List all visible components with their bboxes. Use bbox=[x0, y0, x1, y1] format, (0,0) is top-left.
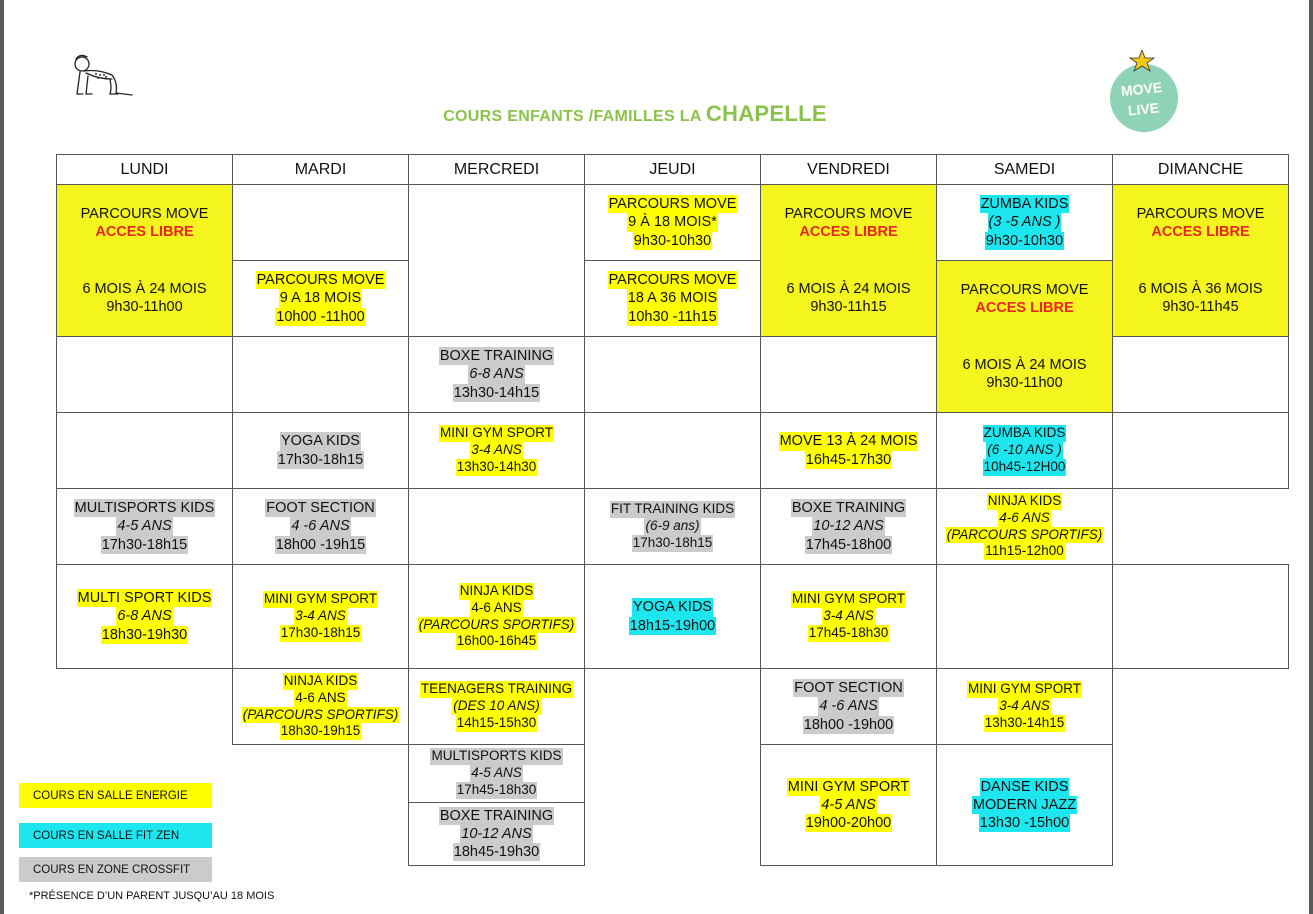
day-header-jeudi: JEUDI bbox=[584, 154, 761, 185]
session-line: 17h30-18h15 bbox=[280, 624, 361, 640]
day-header-samedi: SAMEDI bbox=[936, 154, 1113, 185]
session-line: TEENAGERS TRAINING bbox=[420, 681, 573, 697]
session-line: 4-6 ANS bbox=[471, 599, 522, 615]
session-line: 6 MOIS À 24 MOIS bbox=[786, 280, 911, 297]
session-cell-dimanche bbox=[1112, 260, 1289, 337]
session-line: 9h30-11h45 bbox=[1162, 299, 1239, 315]
session-line: 4-5 ANS bbox=[117, 518, 172, 535]
session-line: 18h00 -19h15 bbox=[275, 536, 366, 553]
session-line: MOVE 13 À 24 MOIS bbox=[779, 433, 918, 450]
session-line: 3-4 ANS bbox=[823, 608, 874, 624]
session-cell-samedi bbox=[936, 668, 1113, 745]
page-edge-right bbox=[1309, 0, 1313, 914]
session-line: 18 A 36 MOIS bbox=[627, 290, 718, 307]
session-line: ZUMBA KIDS bbox=[980, 196, 1069, 213]
session-line: 17h45-18h30 bbox=[808, 624, 889, 640]
session-line: 3-4 ANS bbox=[295, 608, 346, 624]
session-cell-lundi bbox=[56, 564, 233, 669]
crawling-child-logo bbox=[66, 52, 136, 108]
session-line: 17h30-18h15 bbox=[632, 534, 713, 550]
session-cell-jeudi bbox=[584, 488, 761, 565]
session-line: MULTISPORTS KIDS bbox=[74, 500, 215, 517]
session-line: 17h45-18h00 bbox=[805, 536, 892, 553]
session-line: 6-8 ANS bbox=[117, 608, 172, 625]
session-line: MINI GYM SPORT bbox=[263, 591, 377, 607]
session-cell-mercredi bbox=[408, 744, 585, 803]
session-line: 9h30-11h00 bbox=[106, 299, 183, 315]
session-cell-vendredi bbox=[760, 488, 937, 565]
empty-cell bbox=[56, 412, 233, 489]
empty-cell bbox=[1112, 336, 1289, 413]
day-header-dimanche: DIMANCHE bbox=[1112, 154, 1289, 185]
logo-live-text: LIVE bbox=[1127, 99, 1160, 119]
session-line: 13h30-14h15 bbox=[453, 384, 540, 401]
session-line: (6 -10 ANS ) bbox=[987, 442, 1062, 458]
session-line: BOXE TRAINING bbox=[439, 807, 554, 824]
session-line: 11h15-12h00 bbox=[985, 543, 1064, 559]
session-cell-lundi bbox=[56, 184, 233, 261]
session-line: PARCOURS MOVE bbox=[80, 205, 209, 222]
session-cell-mardi bbox=[232, 668, 409, 745]
session-line: 3-4 ANS bbox=[999, 698, 1050, 714]
session-line: 4-6 ANS bbox=[295, 689, 346, 705]
empty-cell bbox=[1112, 564, 1289, 669]
session-line: 9h30-11h00 bbox=[986, 375, 1063, 391]
session-cell-lundi bbox=[56, 488, 233, 565]
session-line: 4-5 ANS bbox=[471, 765, 522, 781]
session-cell-samedi bbox=[936, 336, 1113, 413]
session-line: 10-12 ANS bbox=[813, 518, 884, 535]
session-cell-mardi bbox=[232, 412, 409, 489]
empty-cell bbox=[936, 564, 1113, 669]
session-line: MINI GYM SPORT bbox=[787, 778, 910, 795]
session-line: 9h30-10h30 bbox=[985, 232, 1064, 249]
session-line: NINJA KIDS bbox=[987, 492, 1062, 508]
session-line: YOGA KIDS bbox=[633, 599, 712, 616]
session-line: 18h30-19h15 bbox=[280, 723, 361, 739]
session-line: 13h30 -15h00 bbox=[979, 815, 1070, 832]
empty-cell bbox=[232, 336, 409, 413]
session-line: 16h45-17h30 bbox=[805, 451, 892, 468]
session-line: 18h30-19h30 bbox=[101, 626, 188, 643]
session-cell-mercredi bbox=[408, 336, 585, 413]
legend-item: COURS EN SALLE FIT ZEN bbox=[19, 823, 212, 848]
session-line: 10h30 -11h15 bbox=[628, 308, 717, 325]
session-line: NINJA KIDS bbox=[283, 672, 358, 688]
day-header-mardi: MARDI bbox=[232, 154, 409, 185]
session-line: 10-12 ANS bbox=[461, 825, 532, 842]
session-line: ACCES LIBRE bbox=[975, 300, 1074, 316]
session-cell-lundi bbox=[56, 260, 233, 337]
session-line: PARCOURS MOVE bbox=[608, 272, 737, 289]
empty-cell bbox=[584, 412, 761, 489]
session-line: (PARCOURS SPORTIFS) bbox=[946, 526, 1103, 542]
session-line: 10h45-12H00 bbox=[983, 458, 1066, 474]
session-line: 17h30-18h15 bbox=[277, 451, 364, 468]
session-line: 10h00 -11h00 bbox=[276, 308, 365, 325]
session-line: PARCOURS MOVE bbox=[608, 196, 737, 213]
session-line: DANSE KIDS bbox=[980, 778, 1069, 795]
empty-cell bbox=[232, 184, 409, 261]
session-line: 9 A 18 MOIS bbox=[279, 290, 362, 307]
day-header-mercredi: MERCREDI bbox=[408, 154, 585, 185]
session-cell-vendredi bbox=[760, 744, 937, 866]
session-line: 4 -6 ANS bbox=[291, 518, 350, 535]
session-line: PARCOURS MOVE bbox=[960, 281, 1089, 298]
session-line: (DES 10 ANS) bbox=[453, 698, 540, 714]
session-line: 6-8 ANS bbox=[469, 366, 524, 383]
session-line: ACCES LIBRE bbox=[1151, 224, 1250, 240]
session-line: MODERN JAZZ bbox=[972, 796, 1077, 813]
session-line: 18h45-19h30 bbox=[453, 844, 540, 861]
session-line: MINI GYM SPORT bbox=[967, 681, 1081, 697]
session-line: 4 -6 ANS bbox=[819, 698, 878, 715]
empty-cell bbox=[408, 488, 585, 565]
session-line: 3-4 ANS bbox=[471, 442, 522, 458]
day-header-vendredi: VENDREDI bbox=[760, 154, 937, 185]
session-line: 13h30-14h30 bbox=[456, 458, 537, 474]
session-line: ZUMBA KIDS bbox=[983, 425, 1066, 441]
day-header-lundi: LUNDI bbox=[56, 154, 233, 185]
session-cell-mercredi bbox=[408, 668, 585, 745]
session-line: 6 MOIS À 24 MOIS bbox=[962, 356, 1087, 373]
empty-cell bbox=[1112, 412, 1289, 489]
session-line: PARCOURS MOVE bbox=[256, 272, 385, 289]
session-cell-vendredi bbox=[760, 668, 937, 745]
session-cell-mercredi bbox=[408, 564, 585, 669]
session-line: PARCOURS MOVE bbox=[784, 205, 913, 222]
session-line: (PARCOURS SPORTIFS) bbox=[242, 706, 399, 722]
session-cell-dimanche bbox=[1112, 184, 1289, 261]
session-cell-mercredi bbox=[408, 412, 585, 489]
page-edge-left bbox=[0, 0, 4, 914]
empty-cell bbox=[584, 336, 761, 413]
session-cell-mardi bbox=[232, 260, 409, 337]
session-line: BOXE TRAINING bbox=[791, 500, 906, 517]
session-cell-jeudi bbox=[584, 564, 761, 669]
session-cell-jeudi bbox=[584, 260, 761, 337]
session-line: MINI GYM SPORT bbox=[439, 425, 553, 441]
logo-move-text: MOVE bbox=[1120, 78, 1163, 100]
session-line: 16h00-16h45 bbox=[456, 633, 537, 649]
session-line: FOOT SECTION bbox=[266, 500, 375, 517]
session-line: ACCES LIBRE bbox=[95, 224, 194, 240]
empty-cell bbox=[760, 336, 937, 413]
session-line: NINJA KIDS bbox=[459, 582, 534, 598]
session-line: FIT TRAINING KIDS bbox=[610, 501, 735, 517]
session-line: 6 MOIS À 24 MOIS bbox=[82, 280, 207, 297]
session-line: 17h30-18h15 bbox=[101, 536, 188, 553]
session-line: MINI GYM SPORT bbox=[791, 591, 905, 607]
session-line: BOXE TRAINING bbox=[439, 348, 554, 365]
page-title: COURS ENFANTS /FAMILLES LA CHAPELLE bbox=[443, 101, 827, 126]
session-line: 14h15-15h30 bbox=[456, 714, 537, 730]
session-line: 4-6 ANS bbox=[999, 509, 1050, 525]
session-line: 18h00 -19h00 bbox=[803, 716, 894, 733]
session-line: PARCOURS MOVE bbox=[1136, 205, 1265, 222]
session-line: 19h00-20h00 bbox=[805, 815, 892, 832]
session-line: ACCES LIBRE bbox=[799, 224, 898, 240]
session-line: 9 À 18 MOIS* bbox=[628, 214, 717, 231]
session-cell-mercredi bbox=[408, 802, 585, 866]
session-line: 17h45-18h30 bbox=[456, 781, 537, 797]
session-line: 6 MOIS À 36 MOIS bbox=[1138, 280, 1263, 297]
session-line: 9h30-11h15 bbox=[810, 299, 887, 315]
legend-item: COURS EN ZONE CROSSFIT bbox=[19, 857, 212, 882]
session-cell-samedi bbox=[936, 744, 1113, 866]
session-line: MULTISPORTS KIDS bbox=[431, 748, 562, 764]
session-cell-mardi bbox=[232, 564, 409, 669]
session-line: 18h15-19h00 bbox=[629, 617, 716, 634]
session-line: MULTI SPORT KIDS bbox=[77, 590, 212, 607]
empty-cell bbox=[408, 184, 585, 337]
session-cell-vendredi bbox=[760, 184, 937, 261]
session-cell-vendredi bbox=[760, 260, 937, 337]
session-line: (3 -5 ANS ) bbox=[988, 214, 1061, 231]
session-cell-samedi bbox=[936, 260, 1113, 337]
session-line: YOGA KIDS bbox=[281, 433, 360, 450]
session-line: FOOT SECTION bbox=[794, 680, 903, 697]
session-line: (PARCOURS SPORTIFS) bbox=[418, 616, 575, 632]
legend-item: COURS EN SALLE ENERGIE bbox=[19, 783, 212, 808]
empty-cell bbox=[56, 336, 233, 413]
session-line: 13h30-14h15 bbox=[984, 714, 1065, 730]
session-cell-mardi bbox=[232, 488, 409, 565]
session-cell-jeudi bbox=[584, 184, 761, 261]
session-cell-vendredi bbox=[760, 564, 937, 669]
session-cell-samedi bbox=[936, 488, 1113, 565]
session-line: (6-9 ans) bbox=[645, 518, 700, 534]
session-line: 4-5 ANS bbox=[821, 796, 876, 813]
session-line: 9h30-10h30 bbox=[633, 232, 712, 249]
session-cell-vendredi bbox=[760, 412, 937, 489]
session-cell-samedi bbox=[936, 412, 1113, 489]
session-cell-samedi bbox=[936, 184, 1113, 261]
footnote: *PRÉSENCE D’UN PARENT JUSQU’AU 18 MOIS bbox=[29, 890, 275, 902]
